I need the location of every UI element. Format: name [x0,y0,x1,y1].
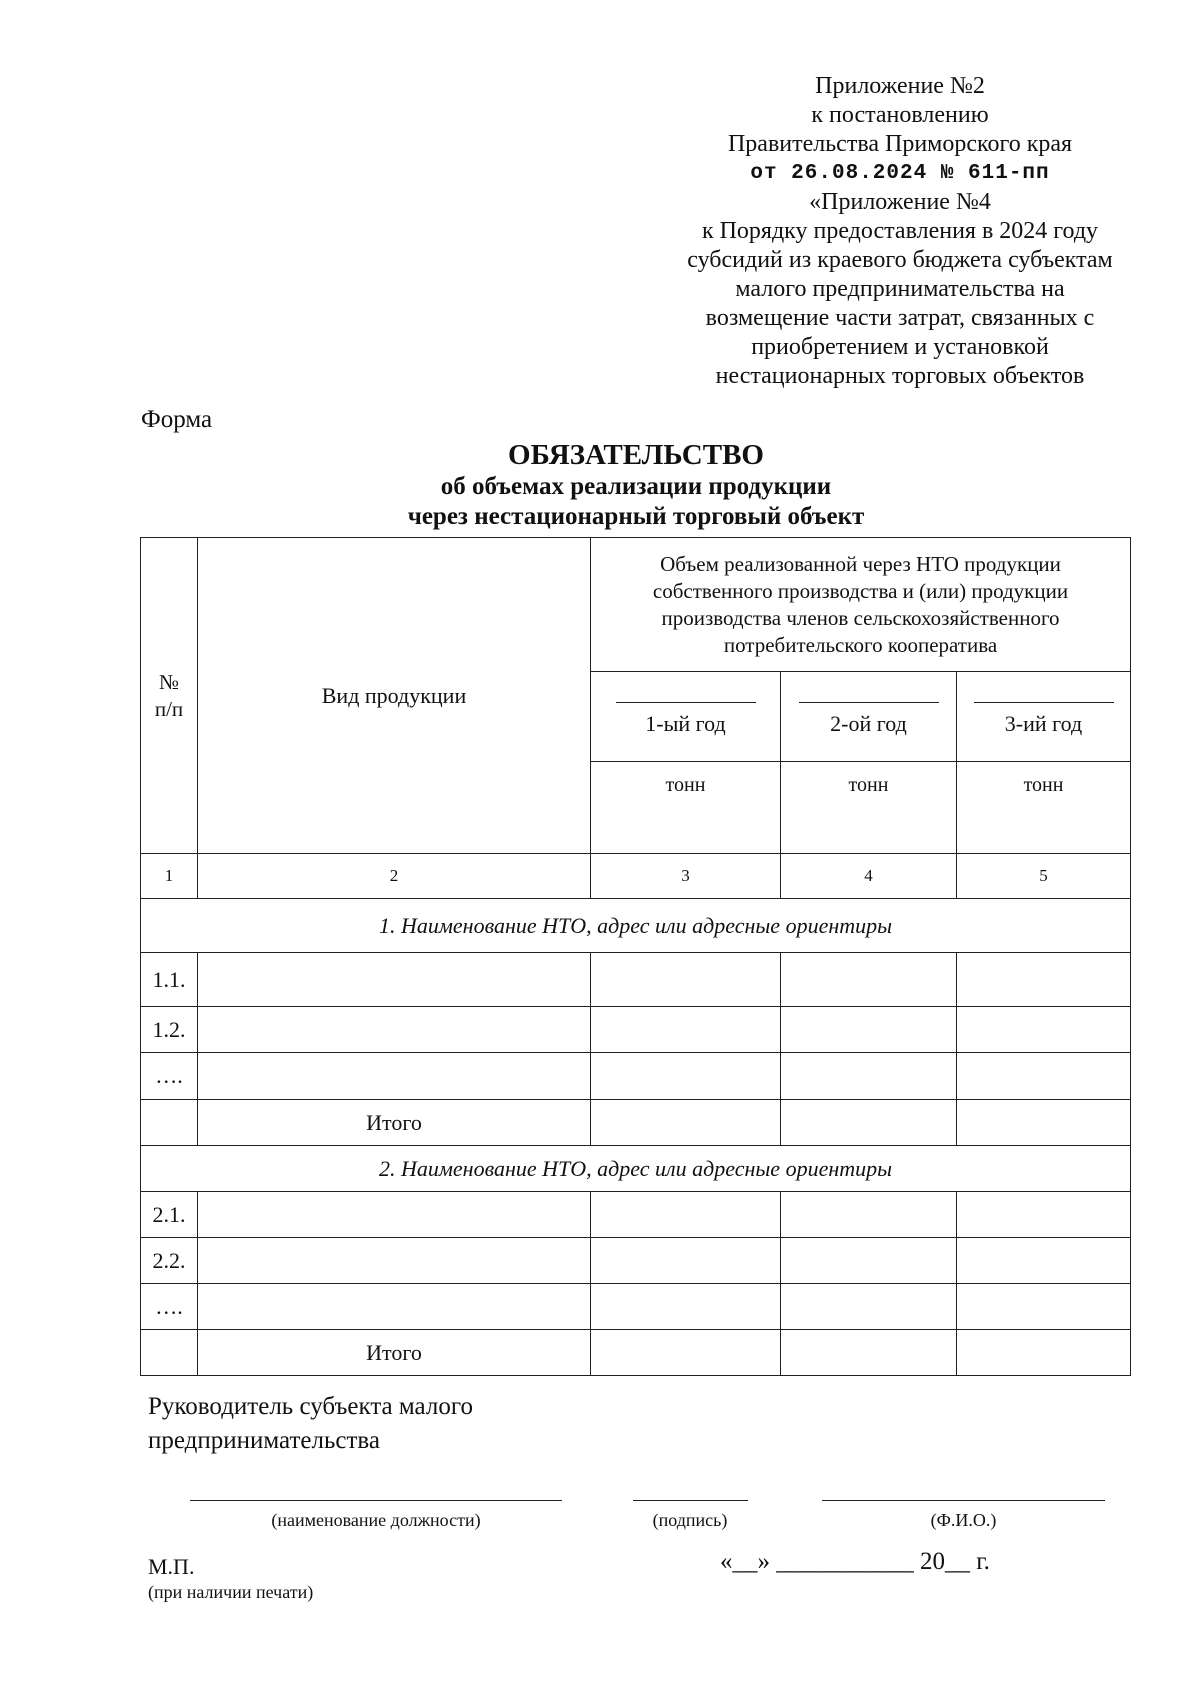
kind-cell[interactable] [198,1238,591,1284]
title-sub-2: через нестационарный торговый объект [407,503,865,530]
section-row [141,899,1131,953]
value-cell[interactable] [957,1330,1131,1376]
signatory-title [148,1390,473,1458]
table-row [141,1238,1131,1284]
column-number: 1 [141,854,198,899]
value-cell[interactable] [591,1330,781,1376]
value-cell[interactable] [957,1053,1131,1100]
title-sub-1: об объемах реализации продукции [440,473,832,500]
value-cell[interactable] [781,1007,957,1053]
table-row [141,1007,1131,1053]
value-cell[interactable] [591,1238,781,1284]
header-year-2 [781,672,957,762]
signatory-line-2: предпринимательства [148,1427,380,1454]
value-cell[interactable] [781,1330,957,1376]
obligation-table [140,537,1131,1376]
year-blank-line [974,702,1114,703]
position-field-line[interactable] [190,1500,562,1501]
value-cell[interactable] [781,1192,957,1238]
signatory-line-1: Руководитель субъекта малого [148,1393,473,1420]
column-number-row [141,854,1131,899]
total-label: Итого [198,1330,591,1376]
date-field[interactable]: «__» ___________ 20__ г. [720,1548,990,1575]
header-line: приобретением и установкой [751,334,1049,360]
unit-cell: тонн [957,762,1131,854]
value-cell[interactable] [957,1284,1131,1330]
total-label: Итого [198,1100,591,1146]
value-cell[interactable] [591,1100,781,1146]
header-line: Правительства Приморского края [727,131,1073,157]
position-caption: (наименование должности) [271,1510,481,1530]
stamp-label: М.П. [148,1554,195,1579]
header-line: «Приложение №4 [809,189,991,215]
header-kind: Вид продукции [198,538,591,854]
row-number: …. [141,1053,198,1100]
row-number: 2.2. [141,1238,198,1284]
value-cell[interactable] [781,953,957,1007]
value-cell[interactable] [591,1284,781,1330]
value-cell[interactable] [591,1053,781,1100]
row-number: …. [141,1284,198,1330]
total-row [141,1330,1131,1376]
row-number [141,1330,198,1376]
value-cell[interactable] [591,953,781,1007]
table-row [141,1192,1131,1238]
year-label: 1-ый год [645,711,726,736]
column-number: 3 [591,854,781,899]
header-line: возмещение части затрат, связанных с [705,305,1095,331]
total-row [141,1100,1131,1146]
kind-cell[interactable] [198,1007,591,1053]
header-year-1 [591,672,781,762]
signature-caption: (подпись) [652,1510,728,1530]
value-cell[interactable] [781,1284,957,1330]
header-line: субсидий из краевого бюджета субъектам [687,247,1113,273]
value-cell[interactable] [591,1192,781,1238]
year-label: 2-ой год [830,711,907,736]
header-number-label: № п/п [154,669,184,721]
kind-cell[interactable] [198,1284,591,1330]
table-row [141,1284,1131,1330]
section-title: 1. Наименование НТО, адрес или адресные ориентиры [141,899,1131,953]
header-line: к Порядку предоставления в 2024 году [701,218,1099,244]
header-line: к постановлению [811,102,989,128]
kind-cell[interactable] [198,953,591,1007]
row-number [141,1100,198,1146]
value-cell[interactable] [957,1007,1131,1053]
value-cell[interactable] [957,953,1131,1007]
value-cell[interactable] [781,1100,957,1146]
year-label: 3-ий год [1004,711,1083,736]
section-title: 2. Наименование НТО, адрес или адресные ориентиры [141,1146,1131,1192]
header-year-3 [957,672,1131,762]
value-cell[interactable] [781,1053,957,1100]
unit-cell: тонн [781,762,957,854]
column-number: 5 [957,854,1131,899]
section-row [141,1146,1131,1192]
value-cell[interactable] [591,1007,781,1053]
header-number [141,538,198,854]
name-field-line[interactable] [822,1500,1105,1501]
decree-number: от 26.08.2024 № 611-пп [750,162,1050,185]
column-number: 2 [198,854,591,899]
name-caption: (Ф.И.О.) [930,1510,997,1530]
row-number: 1.2. [141,1007,198,1053]
kind-cell[interactable] [198,1053,591,1100]
unit-cell: тонн [591,762,781,854]
table-row [141,953,1131,1007]
value-cell[interactable] [957,1192,1131,1238]
year-blank-line [616,702,756,703]
title-main: ОБЯЗАТЕЛЬСТВО [508,439,764,471]
stamp-note: (при наличии печати) [148,1582,314,1602]
header-line: нестационарных торговых объектов [715,363,1085,389]
column-number: 4 [781,854,957,899]
document-title [141,438,1131,532]
signature-field-line[interactable] [633,1500,748,1501]
appendix-header [640,72,1160,391]
table-row [141,1053,1131,1100]
year-blank-line [799,702,939,703]
header-line: Приложение №2 [815,73,985,99]
value-cell[interactable] [957,1100,1131,1146]
kind-cell[interactable] [198,1192,591,1238]
header-volume: Объем реализованной через НТО продукции собственного производства и (или) продукции производства членов сельскохозяйственного потребительского кооператива [591,538,1131,672]
row-number: 1.1. [141,953,198,1007]
form-label: Форма [141,406,213,433]
row-number: 2.1. [141,1192,198,1238]
value-cell[interactable] [781,1238,957,1284]
header-line: малого предпринимательства на [735,276,1065,302]
value-cell[interactable] [957,1238,1131,1284]
